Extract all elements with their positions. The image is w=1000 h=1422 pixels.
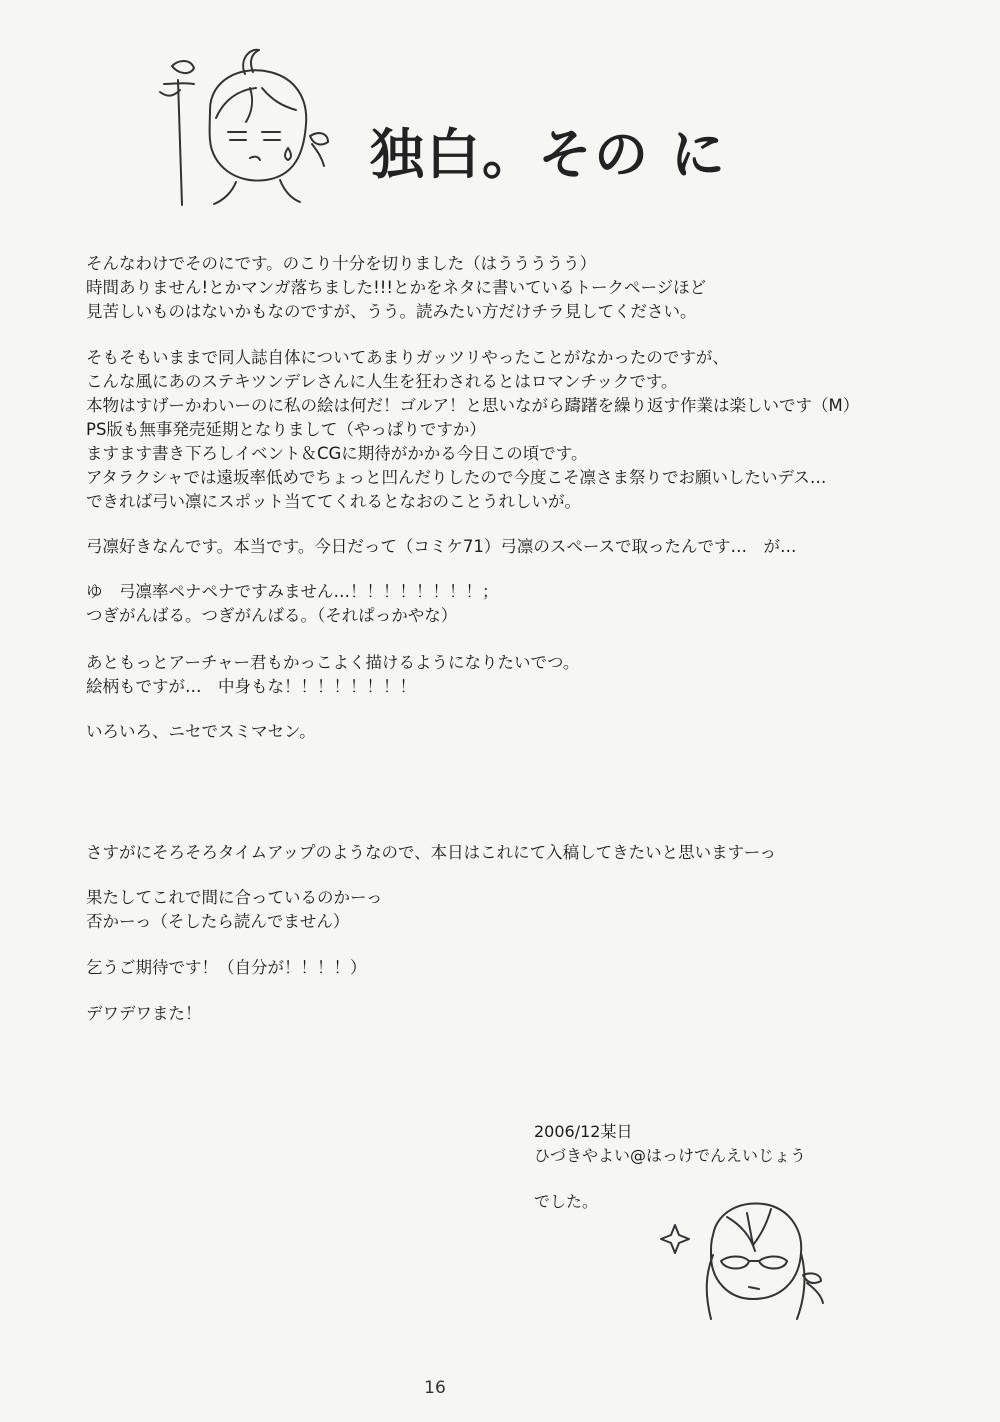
paragraph-6 (86, 720, 946, 744)
text-line: ますます書き下ろしイベント＆CGに期待がかかる今日この頃です。 (86, 444, 588, 463)
text-line: できれば弓い凛にスポット当ててくれるとなおのことうれしいが。 (86, 492, 581, 511)
paragraph-2 (86, 346, 946, 514)
footer-character-illustration (655, 1195, 845, 1330)
text-line: そもそもいままで同人誌自体についてあまりガッツリやったことがなかったのですが、 (86, 348, 729, 367)
text-line: あともっとアーチャー君もかっこよく描けるようになりたいでつ。 (86, 653, 580, 672)
signature-closing-block (534, 1190, 598, 1214)
paragraph-8 (86, 886, 946, 934)
text-line: さすがにそろそろタイムアップのようなので、本日はこれにて入稿してきたいと思いますーっ (86, 843, 777, 862)
text-line: こんな風にあのステキツンデレさんに人生を狂わされるとはロマンチックです。 (86, 372, 678, 391)
text-line: アタラクシャでは遠坂率低めでちょっと凹んだりしたので今度こそ凛さま祭りでお願いしたいデス… (86, 468, 827, 487)
text-line: 時間ありません!とかマンガ落ちました!!!とかをネタに書いているトークページほど (86, 278, 707, 297)
signature-author: ひづきやよい@はっけでんえいじょう (534, 1146, 807, 1165)
text-line: 果たしてこれで間に合っているのかーっ (86, 888, 383, 907)
paragraph-1 (86, 252, 946, 324)
signature-closing: でした。 (534, 1192, 599, 1211)
paragraph-3 (86, 535, 946, 559)
text-line: そんなわけでそのにです。のこり十分を切りました（はううううう） (86, 254, 597, 273)
text-line: 絵柄もですが… 中身もな！！！！！！！！ (86, 677, 416, 696)
text-line: ゆ 弓凛率ペナペナですみません…！！！！！！！！； (86, 582, 499, 601)
text-line: PS版も無事発売延期となりまして（やっぱりですか） (86, 420, 486, 439)
text-line: 乞うご期待です！（自分が！！！！） (86, 958, 367, 977)
paragraph-5 (86, 651, 946, 699)
text-line: つぎがんばる。つぎがんばる。（それぱっかやな） (86, 606, 458, 625)
text-line: 否かーっ（そしたら読んでません） (86, 912, 350, 931)
signature-date: 2006/12某日 (534, 1122, 633, 1141)
paragraph-4 (86, 580, 946, 628)
page-title: 独白。その に (370, 123, 727, 186)
text-line: いろいろ、ニセでスミマセン。 (86, 722, 316, 741)
header-character-illustration (150, 40, 350, 220)
signature-block (534, 1120, 806, 1168)
paragraph-7 (86, 841, 946, 865)
paragraph-9 (86, 956, 946, 980)
text-line: 弓凛好きなんです。本当です。今日だって（コミケ71）弓凛のスペースで取ったんです… が… (86, 537, 797, 556)
paragraph-10 (86, 1002, 946, 1026)
text-line: デワデワまた！ (86, 1004, 202, 1023)
text-line: 見苦しいものはないかもなのですが、うう。読みたい方だけチラ見してください。 (86, 302, 697, 321)
text-line: 本物はすげーかわいーのに私の絵は何だ！ゴルア！と思いながら躊躇を繰り返す作業は楽しいです（M） (86, 396, 860, 415)
page-number: 16 (424, 1378, 446, 1398)
